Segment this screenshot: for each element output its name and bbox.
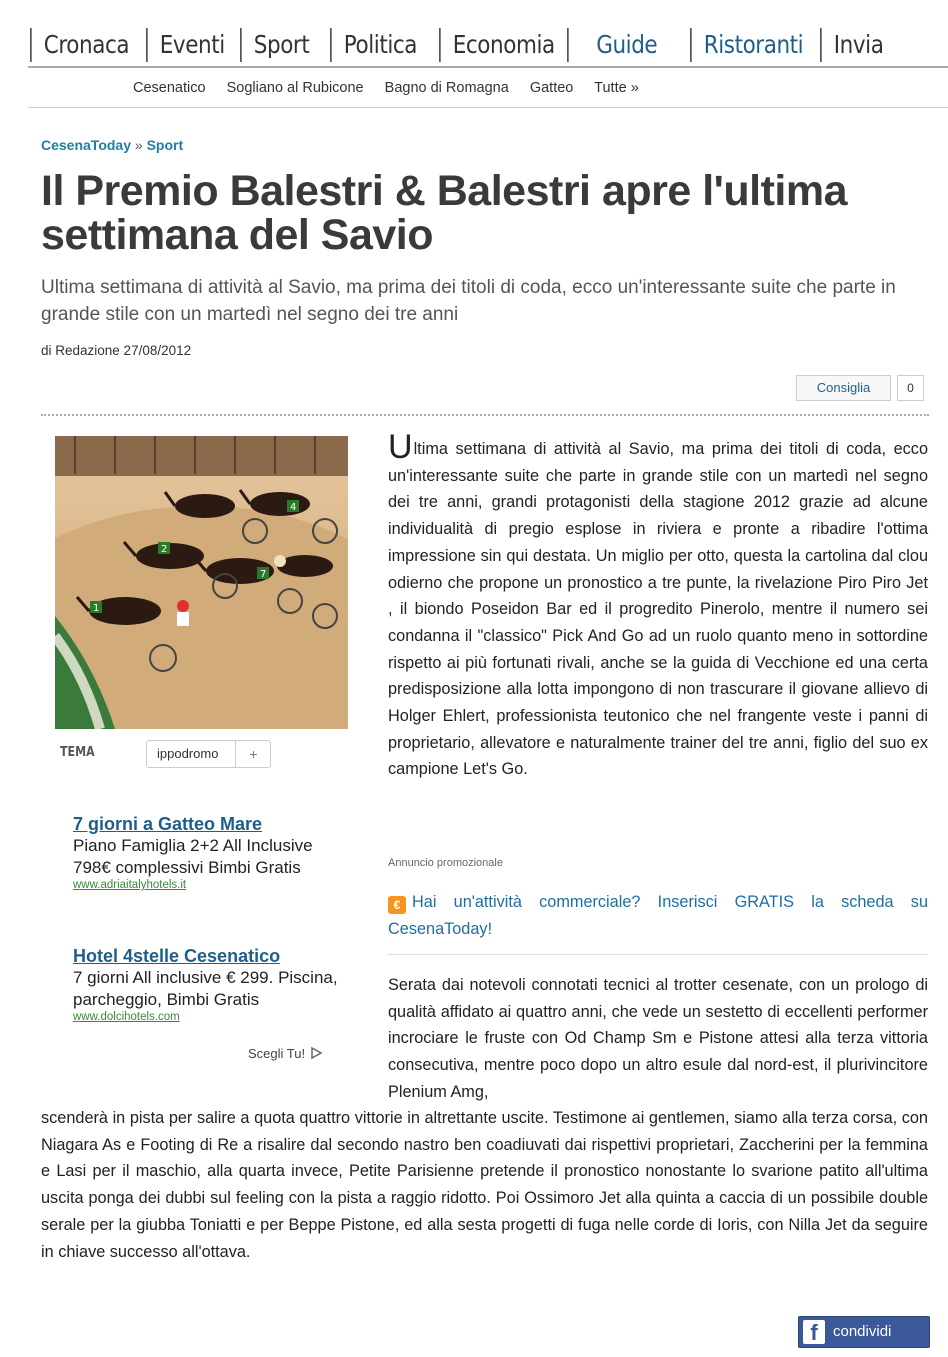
ad-url[interactable]: www.adriaitalyhotels.it xyxy=(73,879,187,891)
subnav-gatteo[interactable]: Gatteo xyxy=(529,80,574,96)
nav-economia[interactable]: Economia xyxy=(439,28,555,62)
article-subtitle: Ultima settimana di attività al Savio, ma prima dei titoli di coda, ecco un'interessante suite che parte in grande stile con un martedì nel segno dei tre anni xyxy=(41,277,896,325)
nav-politica[interactable]: Politica xyxy=(330,28,417,62)
article-title: Il Premio Balestri & Balestri apre l'ultima settimana del Savio xyxy=(41,167,848,259)
nav-guide[interactable]: Guide xyxy=(567,28,657,62)
tag-follow-button[interactable]: + xyxy=(235,741,271,767)
ad-block xyxy=(73,814,343,891)
tag-label[interactable]: ippodromo xyxy=(157,746,219,761)
tema-label: TEMA xyxy=(60,745,95,760)
subnav-tutte[interactable]: Tutte » xyxy=(594,80,639,96)
like-button[interactable]: Consiglia xyxy=(796,375,891,401)
nav-ristoranti[interactable]: Ristoranti xyxy=(690,28,803,62)
facebook-icon: f xyxy=(803,1320,825,1344)
nav-cronaca[interactable]: Cronaca xyxy=(30,28,129,62)
dotted-divider xyxy=(41,414,929,416)
breadcrumb-site[interactable]: CesenaToday xyxy=(41,137,131,153)
promo-link[interactable] xyxy=(388,889,928,943)
breadcrumb xyxy=(41,137,183,153)
like-count: 0 xyxy=(897,375,924,401)
share-label[interactable]: condividi xyxy=(833,1323,892,1340)
divider xyxy=(28,107,948,108)
ad-text: Piano Famiglia 2+2 All Inclusive 798€ complessivi Bimbi Gratis xyxy=(73,836,313,877)
nav-eventi[interactable]: Eventi xyxy=(146,28,225,62)
horse-number-2: 2 xyxy=(161,544,168,555)
main-nav xyxy=(28,22,948,68)
ad-title[interactable]: Hotel 4stelle Cesenatico xyxy=(73,946,281,966)
article-byline: di Redazione 27/08/2012 xyxy=(41,343,192,358)
promo-text[interactable]: Hai un'attività commerciale? Inserisci GRATIS la scheda su CesenaToday! xyxy=(388,893,928,938)
harness-race-image xyxy=(55,436,348,729)
article-paragraph xyxy=(388,428,928,783)
nav-sport[interactable]: Sport xyxy=(240,28,309,62)
article-paragraph: Serata dai notevoli connotati tecnici al trotter cesenate, con un prologo di qualità affidato ai quattro anni, che vede un sestetto di eccellenti performer incrociare le fruste con Od Champ Sm e Pistone attesi alla terza vittoria consecutiva, mentre poco dopo un altro esule dal nord-est, il plurivincitore Plenium Amg, xyxy=(388,976,928,1101)
subnav-cesenatico[interactable]: Cesenatico xyxy=(133,80,206,96)
tag-ippodromo[interactable] xyxy=(146,740,271,768)
divider xyxy=(388,954,928,955)
facebook-share-button[interactable] xyxy=(798,1316,930,1348)
ad-choices-label[interactable]: Scegli Tu! xyxy=(248,1046,306,1061)
subnav-bagno[interactable]: Bagno di Romagna xyxy=(384,80,509,96)
ad-text: 7 giorni All inclusive € 299. Piscina, parcheggio, Bimbi Gratis xyxy=(73,968,338,1009)
ad-choices[interactable] xyxy=(248,1046,323,1061)
ad-url[interactable]: www.dolcihotels.com xyxy=(73,1011,180,1023)
horse-number-7: 7 xyxy=(260,569,267,580)
sub-nav xyxy=(133,80,656,96)
euro-icon: € xyxy=(388,896,406,914)
breadcrumb-sep: » xyxy=(134,137,143,153)
ad-title[interactable]: 7 giorni a Gatteo Mare xyxy=(73,814,263,834)
paragraph-text: ltima settimana di attività al Savio, ma prima dei titoli di coda, ecco un'interessante suite che parte in grande stile con un martedì nel segno dei tre anni, grandi protagonisti della stagione 2012 grazie ad alcune individualità di pregio esplose in riviera e pronte a ribadire l'ottima impressione sin qui destata. Un miglio per otto, questa la cartolina dal clou odierno che propone un pronostico a tre punte, la rivelazione Piro Piro Jet , il biondo Poseidon Bar ed il progredito Pinerolo, mentre il numero sei condanna il "classico" Pick And Go ad un ruolo quanto meno in sottordine rispetto ai più fortunati rivali, anche se la guida di Vecchione ed una certa predisposizione alla lotta impongono di non trascurare il giovane allievo di Holger Ehlert, professionista teutonico che nel frangente veste i panni di proprietario, allevatore e naturalmente trainer del tre anni, figlio del suo ex campione Let's Go. xyxy=(388,440,928,779)
play-icon xyxy=(309,1046,323,1060)
nav-invia[interactable]: Invia xyxy=(820,28,883,62)
subnav-sogliano[interactable]: Sogliano al Rubicone xyxy=(226,80,364,96)
breadcrumb-section[interactable]: Sport xyxy=(146,137,184,153)
promo-label: Annuncio promozionale xyxy=(388,857,503,869)
dropcap: U xyxy=(388,428,413,466)
ad-block xyxy=(73,946,343,1023)
horse-number-4: 4 xyxy=(290,502,297,513)
like-widget xyxy=(796,375,924,401)
article-paragraph: scenderà in pista per salire a quota quattro vittorie in altrettante uscite. Testimone ai gentlemen, siamo alla terza corsa, con Niagara As e Footing di Re a risalire dal secondo nastro ben coadiuvati dai rispettivi proprietari, Zaccherini per la femmina e Lasi per il maschio, alla quarta invece, Petite Parisienne pretende il pronostico nonostante lo svarione patito all'ultima uscita ponga dei dubbi sul feeling con la pista a raggio ridotto. Poi Ossimoro Jet alla quinta a caccia di un possibile double serale per la giubba Toniatti e per Beppe Pistone, ed alla sesta progetti di fuga nelle corde di Ioris, con Nilla Jet da seguire in chiave successo all'ottava. xyxy=(41,1109,928,1261)
article-photo xyxy=(55,436,348,729)
horse-number-1: 1 xyxy=(93,603,100,614)
